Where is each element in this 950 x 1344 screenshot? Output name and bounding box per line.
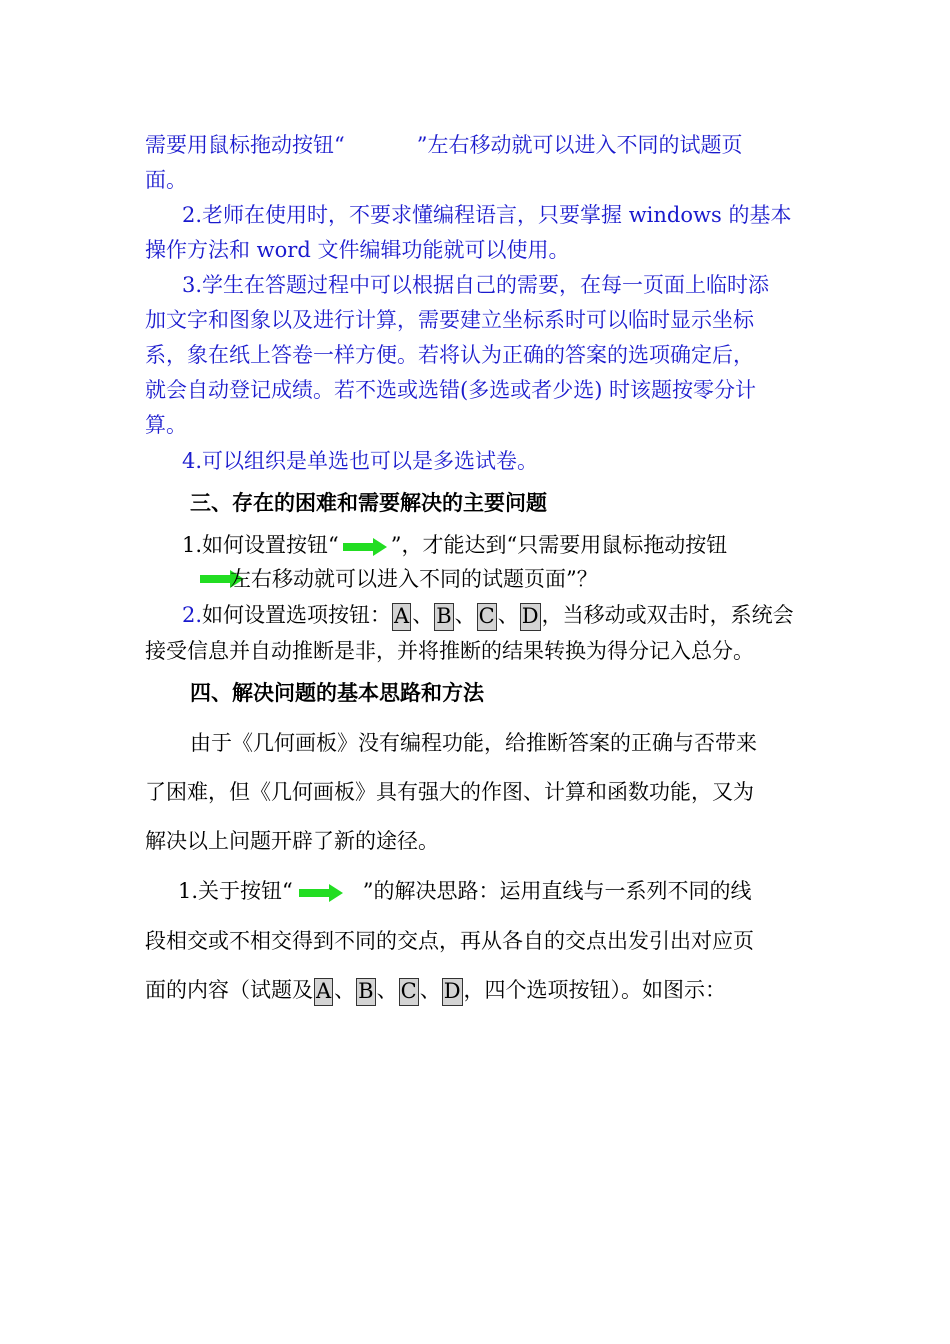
text-fragment: 2.	[182, 603, 203, 627]
option-a-button[interactable]: A	[314, 978, 333, 1006]
option-c-button[interactable]: C	[477, 603, 497, 631]
text-line	[182, 530, 727, 560]
text-fragment: ，四个选项按钮）。如图示：	[463, 978, 727, 1002]
text-line: 由于《几何画板》没有编程功能，给推断答案的正确与否带来	[190, 731, 757, 755]
green-right-arrow-icon	[343, 538, 387, 556]
section-heading: 四、解决问题的基本思路和方法	[190, 680, 484, 705]
text-fragment: ，当移动或双击时，系统会	[541, 603, 794, 627]
option-a-button[interactable]: A	[392, 603, 411, 631]
separator: 、	[419, 978, 441, 1002]
text-line: 段相交或不相交得到不同的交点，再从各自的交点出发引出对应页	[145, 929, 754, 953]
text-line: 左右移动就可以进入不同的试题页面”？	[230, 567, 598, 591]
green-right-arrow-icon	[299, 884, 343, 902]
text-line: 系，象在纸上答卷一样方便。若将认为正确的答案的选项确定后，	[145, 343, 754, 367]
text-line: 接受信息并自动推断是非，并将推断的结果转换为得分记入总分。	[145, 639, 754, 663]
option-c-button[interactable]: C	[399, 978, 419, 1006]
option-d-button[interactable]: D	[520, 603, 541, 631]
text-line: 算。	[145, 413, 187, 437]
text-line: 解决以上问题开辟了新的途径。	[145, 829, 439, 853]
text-line: 加文字和图象以及进行计算，需要建立坐标系时可以临时显示坐标	[145, 308, 754, 332]
separator: 、	[497, 603, 519, 627]
text-fragment: 如何设置选项按钮：	[202, 603, 392, 627]
text-fragment: 1.关于按钮“	[178, 879, 293, 903]
text-line	[145, 975, 726, 1006]
text-fragment: ”，才能达到“只需要用鼠标拖动按钮	[390, 533, 728, 557]
section-heading: 三、存在的困难和需要解决的主要问题	[190, 490, 547, 515]
separator: 、	[454, 603, 476, 627]
text-line: 面。	[145, 168, 187, 192]
text-fragment: 1.如何设置按钮“	[182, 533, 339, 557]
text-fragment: ”左右移动就可以进入不同的试题页	[416, 133, 743, 157]
text-line: 2.老师在使用时，不要求懂编程语言，只要掌握 windows 的基本	[182, 203, 792, 227]
separator: 、	[376, 978, 398, 1002]
text-line: 4.可以组织是单选也可以是多选试卷。	[182, 449, 539, 473]
option-b-button[interactable]: B	[356, 978, 375, 1006]
text-line: 3.学生在答题过程中可以根据自己的需要，在每一页面上临时添	[182, 273, 770, 297]
separator: 、	[412, 603, 434, 627]
text-line	[178, 876, 752, 906]
text-line: 操作方法和 word 文件编辑功能就可以使用。	[145, 238, 570, 262]
text-fragment: ”的解决思路：运用直线与一系列不同的线	[362, 879, 752, 903]
text-line	[145, 130, 743, 160]
text-fragment: 需要用鼠标拖动按钮“	[145, 133, 345, 157]
text-fragment: 面的内容（试题及	[145, 978, 313, 1002]
option-d-button[interactable]: D	[442, 978, 463, 1006]
text-line: 就会自动登记成绩。若不选或选错(多选或者少选) 时该题按零分计	[145, 378, 757, 402]
text-line: 了困难，但《几何画板》具有强大的作图、计算和函数功能，又为	[145, 780, 754, 804]
option-b-button[interactable]: B	[434, 603, 453, 631]
text-line	[182, 600, 794, 631]
separator: 、	[334, 978, 356, 1002]
